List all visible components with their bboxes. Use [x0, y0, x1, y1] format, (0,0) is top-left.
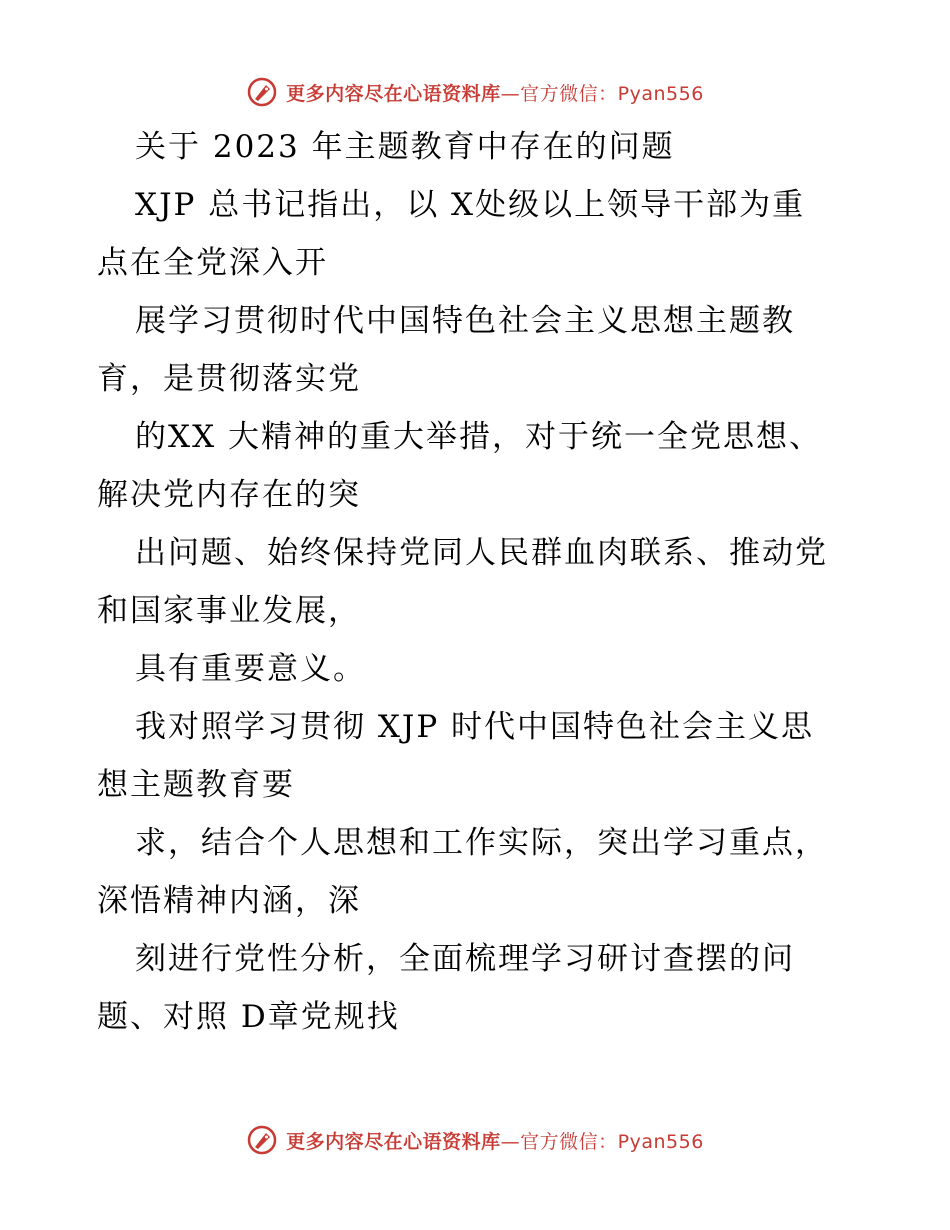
text-line: 和国家事业发展，: [97, 593, 361, 629]
text-line: 出问题、始终保持党同人民群血肉联系、推动党: [135, 535, 828, 571]
pen-nib-icon: [246, 76, 278, 108]
watermark-text: 更多内容尽在心语资料库—官方微信：Pyan556: [286, 1130, 704, 1153]
text-line: 深悟精神内涵，深: [97, 883, 361, 919]
text-line: 我对照学习贯彻 XJP 时代中国特色社会主义思: [135, 709, 815, 745]
header-watermark: [0, 70, 950, 114]
text-line: 求，结合个人思想和工作实际，突出学习重点，: [135, 825, 828, 861]
text-line: 点在全党深入开: [97, 245, 328, 281]
text-line: 关于 2023 年主题教育中存在的问题: [135, 129, 675, 165]
text-line: 题、对照 D章党规找: [97, 999, 400, 1035]
footer-watermark: [0, 1118, 950, 1162]
text-line: 刻进行党性分析，全面梳理学习研讨查摆的问: [135, 941, 795, 977]
text-line: 展学习贯彻时代中国特色社会主义思想主题教: [135, 303, 795, 339]
text-line: 的XX 大精神的重大举措，对于统一全党思想、: [135, 419, 822, 455]
text-line: 解决党内存在的突: [97, 477, 361, 513]
pen-nib-icon: [246, 1124, 278, 1156]
text-line: 想主题教育要: [97, 767, 295, 803]
document-body: [0, 118, 950, 1046]
watermark-text: 更多内容尽在心语资料库—官方微信：Pyan556: [286, 82, 704, 105]
text-line: 具有重要意义。: [135, 651, 366, 687]
text-line: XJP 总书记指出，以 X处级以上领导干部为重: [135, 187, 806, 223]
text-line: 育，是贯彻落实党: [97, 361, 361, 397]
